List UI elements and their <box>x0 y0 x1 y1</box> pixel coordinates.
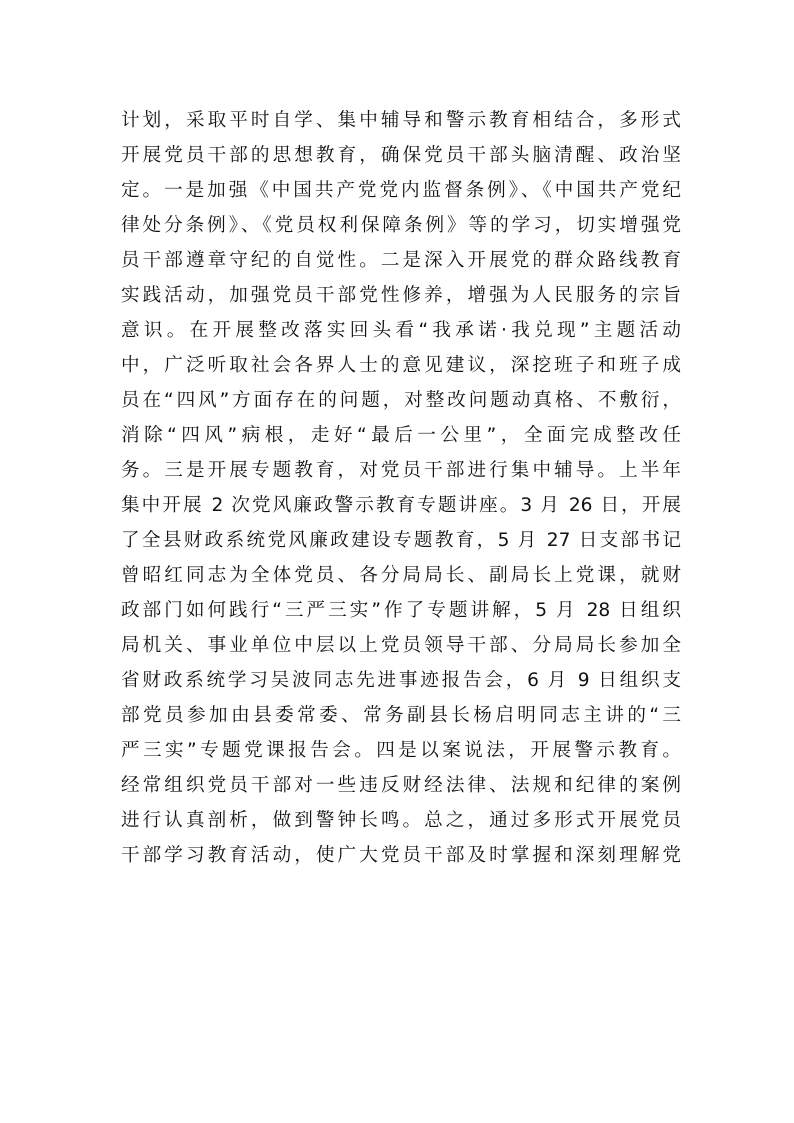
text-line: 中，广泛听取社会各界人士的意见建议，深挖班子和班子成 <box>121 355 681 376</box>
text-line: 计划，采取平时自学、集中辅导和警示教育相结合，多形式 <box>121 110 681 131</box>
text-line: 局机关、事业单位中层以上党员领导干部、分局局长参加全 <box>121 635 681 656</box>
text-line: 消除“四风”病根，走好“最后一公里”，全面完成整改任 <box>121 425 681 446</box>
text-line: 员在“四风”方面存在的问题，对整改问题动真格、不敷衍， <box>121 390 681 411</box>
text-line: 务。三是开展专题教育，对党员干部进行集中辅导。上半年 <box>121 460 681 481</box>
text-line: 干部学习教育活动，使广大党员干部及时掌握和深刻理解党 <box>121 845 681 866</box>
text-line: 政部门如何践行“三严三实”作了专题讲解，5 月 28 日组织 <box>121 600 681 621</box>
text-line: 了全县财政系统党风廉政建设专题教育，5 月 27 日支部书记 <box>121 530 681 551</box>
text-line: 员干部遵章守纪的自觉性。二是深入开展党的群众路线教育 <box>121 250 681 271</box>
text-line: 省财政系统学习吴波同志先进事迹报告会，6 月 9 日组织支 <box>121 670 681 691</box>
text-line: 严三实”专题党课报告会。四是以案说法，开展警示教育。 <box>121 740 681 761</box>
text-line: 部党员参加由县委常委、常务副县长杨启明同志主讲的“三 <box>121 705 681 726</box>
text-line: 律处分条例》、《党员权利保障条例》等的学习，切实增强党 <box>121 215 681 236</box>
text-line: 意识。在开展整改落实回头看“我承诺·我兑现”主题活动 <box>121 320 681 341</box>
body-text <box>121 103 681 873</box>
text-line: 集中开展 2 次党风廉政警示教育专题讲座。3 月 26 日，开展 <box>121 495 681 516</box>
text-line: 开展党员干部的思想教育，确保党员干部头脑清醒、政治坚 <box>121 145 681 166</box>
text-line: 进行认真剖析，做到警钟长鸣。总之，通过多形式开展党员 <box>121 810 681 831</box>
text-line: 定。一是加强《中国共产党党内监督条例》、《中国共产党纪 <box>121 180 681 201</box>
text-line: 经常组织党员干部对一些违反财经法律、法规和纪律的案例 <box>121 775 681 796</box>
text-line: 实践活动，加强党员干部党性修养，增强为人民服务的宗旨 <box>121 285 681 306</box>
text-line: 曾昭红同志为全体党员、各分局局长、副局长上党课，就财 <box>121 565 681 586</box>
